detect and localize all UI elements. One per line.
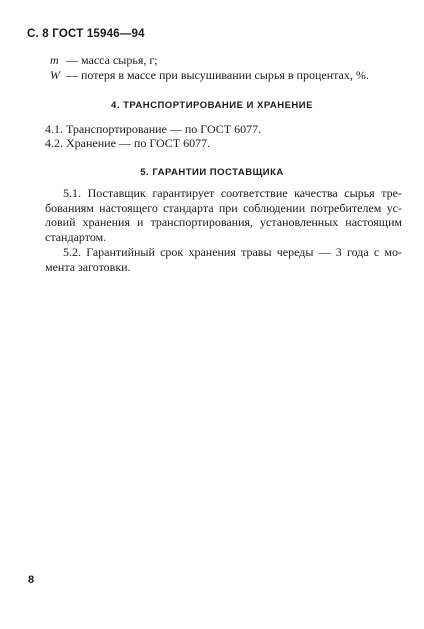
item-4-2: 4.2. Хранение — по ГОСТ 6077.: [45, 136, 211, 150]
legend-definition: — потеря в массе при высушивании сырья в процентах, %.: [66, 68, 369, 82]
paragraph-line: 5.1. Поставщик гарантирует соответствие качества сырья тре-: [63, 186, 402, 200]
paragraph-line: бованиям настоящего стандарта при соблюдении потребителем ус-: [45, 200, 402, 215]
legend-item-w: [50, 68, 369, 83]
page-number: 8: [28, 574, 35, 586]
paragraph-line: ловий хранения и транспортирования, установленных настоящим: [45, 215, 402, 230]
section-5-title: 5. ГАРАНТИИ ПОСТАВЩИКА: [140, 167, 284, 178]
page-header: С. 8 ГОСТ 15946—94: [27, 28, 145, 40]
section-4-title: 4. ТРАНСПОРТИРОВАНИЕ И ХРАНЕНИЕ: [111, 100, 313, 111]
legend-definition: — масса сырья, г;: [66, 53, 158, 67]
paragraph-5-1: [45, 186, 402, 244]
legend-symbol: W: [50, 68, 60, 82]
legend-item-m: [50, 53, 158, 68]
paragraph-line: мента заготовки.: [45, 259, 131, 274]
item-4-1: 4.1. Транспортирование — по ГОСТ 6077.: [45, 122, 262, 136]
legend-symbol: m: [50, 53, 59, 67]
paragraph-line: стандартом.: [45, 229, 107, 244]
paragraph-5-2: [45, 245, 402, 274]
paragraph-line: 5.2. Гарантийный срок хранения травы череды — 3 года с мо-: [63, 245, 402, 259]
